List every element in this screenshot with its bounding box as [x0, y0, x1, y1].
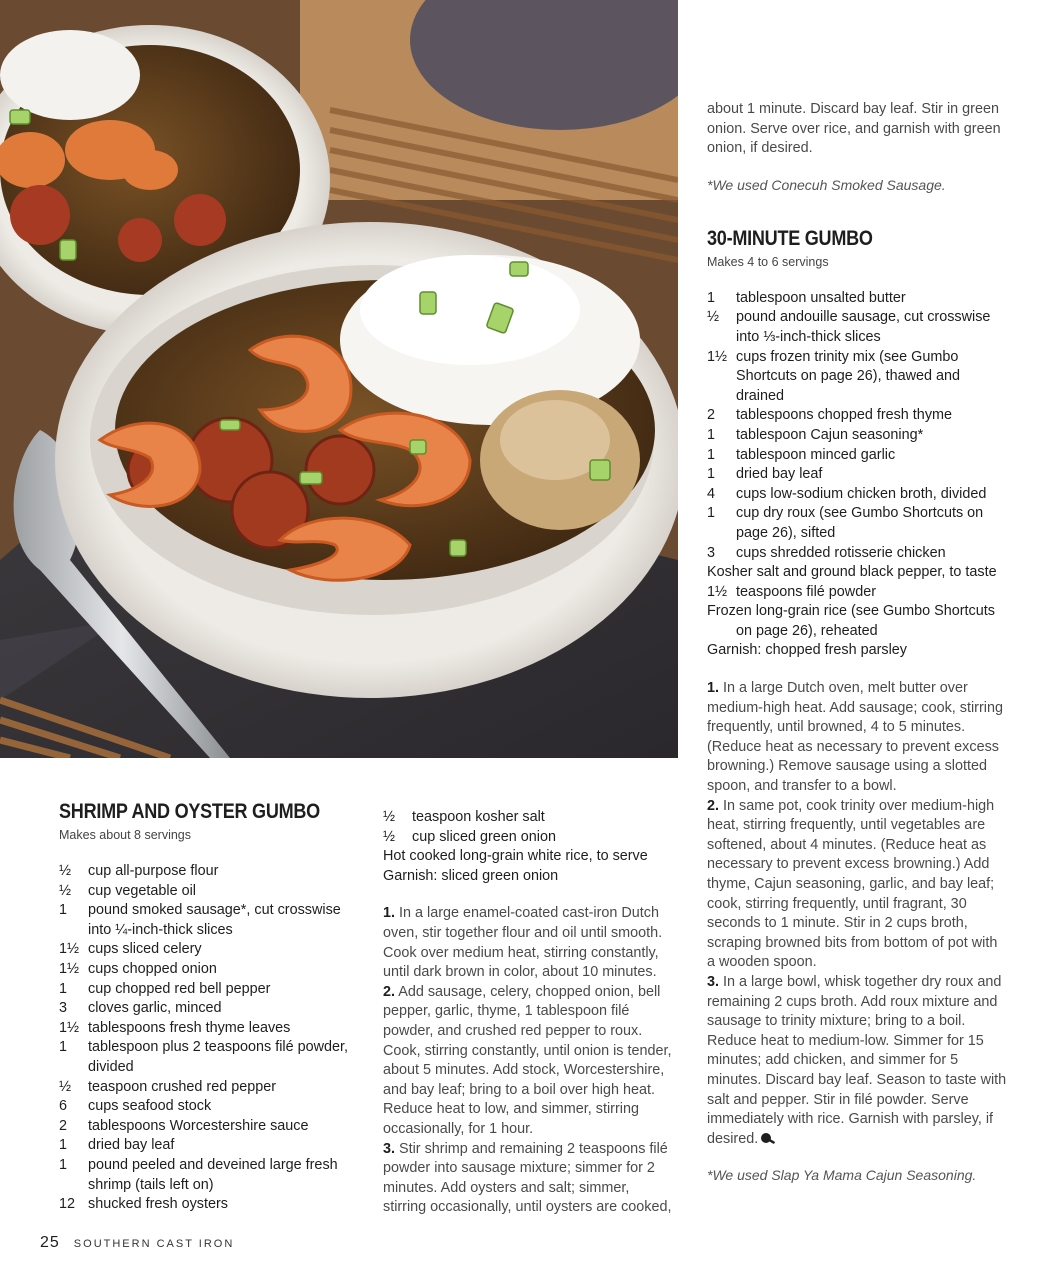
middle-column	[383, 808, 675, 1218]
ingredient-qty: 1½	[707, 583, 728, 600]
ingredient-text: teaspoons filé powder	[736, 583, 876, 600]
ingredient-qty: ½	[59, 882, 72, 899]
ingredient-text: cloves garlic, minced	[88, 1000, 222, 1017]
ingredient-item	[707, 348, 1007, 407]
ingredient-item	[59, 1097, 359, 1117]
ingredient-qty: 1	[59, 1156, 68, 1173]
ingredient-qty: 3	[707, 544, 716, 561]
ingredient-text: dried bay leaf	[88, 1137, 175, 1154]
ingredient-text: cups chopped onion	[88, 960, 217, 977]
gumbo-photo	[0, 0, 678, 758]
ingredient-text: pound smoked sausage*, cut crosswise into ¼-inch-thick slices	[88, 902, 341, 938]
ingredient-qty: 1	[707, 289, 716, 306]
ingredient-item	[59, 1019, 359, 1039]
ingredient-qty: ½	[383, 809, 396, 825]
step-number: 2.	[707, 797, 720, 814]
ingredient-qty: 1½	[59, 941, 80, 958]
ingredient-text: tablespoon minced garlic	[736, 446, 896, 463]
ingredient-text: Frozen long-grain rice (see Gumbo Shortcuts on page 26), reheated	[707, 603, 995, 639]
ingredient-item	[59, 1195, 359, 1215]
step-number: 3.	[707, 973, 720, 990]
ingredient-qty: ½	[59, 863, 72, 879]
ingredient-item	[707, 406, 1007, 426]
recipe2-header	[707, 227, 1007, 269]
ingredient-qty: 6	[59, 1098, 68, 1115]
ingredient-text: shucked fresh oysters	[88, 1196, 228, 1213]
ingredient-item	[59, 1038, 359, 1077]
ingredient-text: cup vegetable oil	[88, 882, 197, 899]
ingredient-text: cup chopped red bell pepper	[88, 980, 271, 997]
ingredient-text: tablespoons chopped fresh thyme	[736, 407, 953, 424]
step-number: 1.	[707, 680, 720, 697]
ingredient-item	[59, 980, 359, 1000]
step-number: 3.	[383, 1140, 396, 1157]
page-footer	[40, 1234, 234, 1254]
ingredient-item	[59, 901, 359, 940]
step-text: In a large enamel-coated cast-iron Dutch oven, stir together flour and oil until smooth. Cook over medium heat, stirring constantly, until dark brown in color, about 10 minutes.	[383, 905, 663, 981]
recipe1-title: SHRIMP AND OYSTER GUMBO	[59, 800, 320, 823]
ingredient-text: cups shredded rotisserie chicken	[736, 544, 946, 561]
ingredient-text: Kosher salt and ground black pepper, to taste	[707, 564, 997, 581]
ingredient-text: teaspoon kosher salt	[412, 809, 545, 825]
ingredient-item	[59, 1136, 359, 1156]
recipe-continuation-text: about 1 minute. Discard bay leaf. Stir in green onion. Serve over rice, and garnish with green onion, if desired.	[707, 101, 1001, 157]
ingredient-item	[383, 828, 675, 848]
left-column	[59, 800, 359, 1215]
recipe1-ingredients	[59, 862, 359, 1215]
ingredient-qty: 1½	[59, 1019, 80, 1036]
recipe1-steps	[383, 904, 675, 1218]
step-text: In a large bowl, whisk together dry roux and remaining 2 cups broth. Add roux mixture and sausage to trinity mixture; bring to a boil. Reduce heat to medium-low. Simmer for 15 minutes; add chicken, and simmer for 5 minutes. Discard bay leaf. Season to taste with salt and pepper. Stir in filé powder. Serve immediately with rice. Garnish with parsley, if desired.	[707, 973, 1007, 1147]
ingredient-qty: 1	[707, 426, 716, 443]
ingredient-text: tablespoons Worcestershire sauce	[88, 1117, 309, 1134]
recipe2-title: 30-MINUTE GUMBO	[707, 226, 873, 250]
skillet-icon	[760, 1132, 776, 1144]
recipe2-servings: Makes 4 to 6 servings	[707, 254, 829, 269]
ingredient-item	[707, 602, 1007, 641]
ingredient-item	[383, 808, 675, 828]
ingredient-qty: 1½	[59, 960, 80, 977]
ingredient-qty: ½	[383, 828, 396, 845]
ingredient-item	[383, 847, 675, 867]
ingredient-text: Garnish: sliced green onion	[383, 867, 559, 884]
ingredient-qty: 1	[707, 446, 716, 463]
ingredient-text: tablespoon plus 2 teaspoons filé powder, divided	[88, 1039, 349, 1075]
ingredient-text: tablespoon unsalted butter	[736, 289, 906, 306]
page-number: 25	[40, 1234, 60, 1251]
ingredient-qty: 1	[59, 902, 68, 919]
ingredient-qty: ½	[707, 309, 720, 326]
ingredient-text: cups sliced celery	[88, 941, 202, 958]
ingredient-item	[59, 862, 359, 882]
ingredient-item	[707, 289, 1007, 309]
ingredient-item	[59, 1078, 359, 1098]
ingredient-qty: 1½	[707, 348, 728, 365]
recipe2-note: *We used Slap Ya Mama Cajun Seasoning.	[707, 1167, 977, 1184]
ingredient-text: tablespoons fresh thyme leaves	[88, 1019, 291, 1036]
ingredient-text: cup sliced green onion	[412, 828, 557, 845]
ingredient-text: Hot cooked long-grain white rice, to serve	[383, 848, 648, 865]
ingredient-item	[707, 583, 1007, 603]
ingredient-text: cups low-sodium chicken broth, divided	[736, 485, 987, 502]
ingredient-qty: 1	[59, 1137, 68, 1154]
method-step	[707, 797, 1007, 973]
ingredient-text: tablespoon Cajun seasoning*	[736, 426, 924, 443]
ingredient-text: pound andouille sausage, cut crosswise into ⅓-inch-thick slices	[736, 309, 991, 345]
ingredient-text: dried bay leaf	[736, 466, 823, 483]
ingredient-qty: 1	[59, 980, 68, 997]
ingredient-text: Garnish: chopped fresh parsley	[707, 642, 907, 659]
step-text: In same pot, cook trinity over medium-high heat, stirring frequently, until vegetables are softened, about 4 minutes. (Reduce heat as necessary to prevent excess browning.) Add thyme, Cajun seasoning, garlic, and bay leaf; cook, stirring frequently, until fragrant, 30 seconds to 1 minute. Stir in 2 cups broth, scraping browned bits from bottom of pot with a wooden spoon.	[707, 797, 998, 971]
ingredient-item	[59, 999, 359, 1019]
step-number: 1.	[383, 905, 396, 922]
ingredient-text: cup all-purpose flour	[88, 863, 219, 879]
ingredient-qty: 2	[59, 1117, 68, 1134]
ingredient-item	[59, 960, 359, 980]
ingredient-qty: 1	[707, 466, 716, 483]
publication-name: SOUTHERN CAST IRON	[73, 1238, 235, 1250]
method-step	[383, 1140, 675, 1218]
ingredient-item	[707, 563, 1007, 583]
method-step	[707, 973, 1007, 1149]
ingredient-item	[707, 426, 1007, 446]
recipe1-servings: Makes about 8 servings	[59, 828, 192, 842]
ingredient-item	[707, 308, 1007, 347]
ingredient-qty: 1	[707, 505, 716, 522]
ingredient-item	[59, 1156, 359, 1195]
ingredient-text: cups frozen trinity mix (see Gumbo Shortcuts on page 26), thawed and drained	[736, 348, 961, 404]
recipe1-ingredients-continued	[383, 808, 675, 886]
ingredient-qty: 2	[707, 407, 716, 424]
ingredient-item	[707, 446, 1007, 466]
ingredient-item	[59, 1117, 359, 1137]
ingredient-item	[59, 940, 359, 960]
ingredient-item	[707, 504, 1007, 543]
step-text: Add sausage, celery, chopped onion, bell pepper, garlic, thyme, 1 tablespoon filé powder, and crushed red pepper to roux. Cook, stirring constantly, until onion is tender, about 5 minutes. Add stock, Worcestershire, and bay leaf; bring to a boil over high heat. Reduce heat to low, and simmer, stirring occasionally, for 1 hour.	[383, 983, 672, 1137]
step-text: Stir shrimp and remaining 2 teaspoons filé powder into sausage mixture; simmer for 2 minutes. Add oysters and salt; simmer, stirring occasionally, until oysters are cooked,	[383, 1140, 672, 1216]
ingredient-text: teaspoon crushed red pepper	[88, 1078, 277, 1095]
ingredient-qty: 3	[59, 1000, 68, 1017]
method-step	[383, 904, 675, 982]
ingredient-text: cups seafood stock	[88, 1098, 212, 1115]
step-text: In a large Dutch oven, melt butter over medium-high heat. Add sausage; cook, stirring frequently, until browned, 4 to 5 minutes. (Reduce heat as necessary to prevent excess browning.) Remove sausage using a slotted spoon, and transfer to a bowl.	[707, 680, 1003, 795]
ingredient-item	[707, 544, 1007, 564]
method-step	[383, 983, 675, 1140]
ingredient-text: cup dry roux (see Gumbo Shortcuts on page 26), sifted	[736, 505, 984, 541]
ingredient-item	[59, 882, 359, 902]
ingredient-qty: 12	[59, 1196, 76, 1213]
ingredient-qty: ½	[59, 1078, 72, 1095]
right-column	[707, 100, 1007, 1183]
ingredient-item	[383, 867, 675, 887]
ingredient-qty: 4	[707, 485, 716, 502]
ingredient-text: pound peeled and deveined large fresh shrimp (tails left on)	[88, 1156, 338, 1193]
step-number: 2.	[383, 983, 396, 1000]
recipe2-ingredients	[707, 289, 1007, 661]
recipe-continuation-note: *We used Conecuh Smoked Sausage.	[707, 176, 946, 193]
ingredient-item	[707, 465, 1007, 485]
method-step	[707, 679, 1007, 797]
ingredient-qty: 1	[59, 1039, 68, 1056]
ingredient-item	[707, 485, 1007, 505]
ingredient-item	[707, 641, 1007, 661]
recipe2-steps	[707, 679, 1007, 1149]
